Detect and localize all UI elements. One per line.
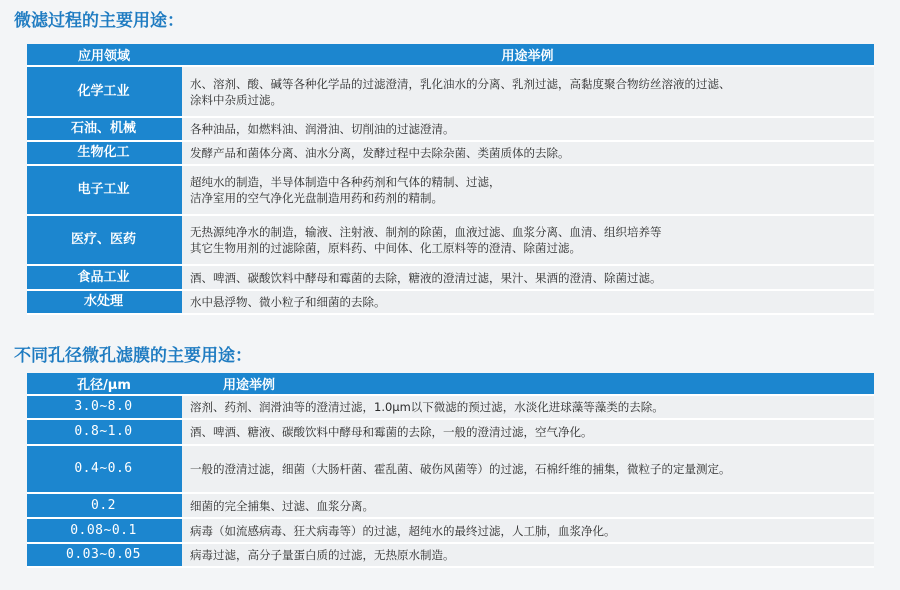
row-examples — [181, 445, 874, 493]
section-title-microfiltration-uses: 微滤过程的主要用途： — [14, 11, 184, 31]
table-row — [27, 395, 874, 419]
column-header-pore-size: 孔径/μm — [27, 373, 181, 395]
column-header-field: 应用领域 — [27, 44, 181, 66]
row-pore-size: 0.2 — [27, 493, 181, 518]
table-row — [27, 66, 874, 117]
row-examples — [181, 543, 874, 567]
row-examples-line: 水中悬浮物、微小粒子和细菌的去除。 — [190, 295, 386, 309]
row-field-label: 医疗、医药 — [27, 215, 181, 265]
row-examples-line: 一般的澄清过滤，细菌（大肠杆菌、霍乱菌、破伤风菌等）的过滤，石棉纤维的捕集，微粒子的定量测定。 — [190, 462, 731, 476]
table-row — [27, 141, 874, 165]
table-row — [27, 117, 874, 141]
row-examples-line: 病毒（如流感病毒、狂犬病毒等）的过滤，超纯水的最终过滤，人工肺，血浆净化。 — [190, 523, 616, 538]
row-examples-line: 水、溶剂、酸、碱等各种化学品的过滤澄清，乳化油水的分离、乳剂过滤，高黏度聚合物纺丝溶液的过滤、 — [190, 76, 731, 91]
row-examples-line: 各种油品，如燃料油、润滑油、切削油的过滤澄清。 — [190, 122, 455, 136]
row-field-label: 食品工业 — [27, 265, 181, 290]
table-row — [27, 265, 874, 290]
row-examples-line: 洁净室用的空气净化光盘制造用药和药剂的精制。 — [190, 191, 443, 205]
row-examples — [181, 395, 874, 419]
row-field-label: 水处理 — [27, 290, 181, 314]
row-examples-line: 其它生物用剂的过滤除菌，原料药、中间体、化工原料等的澄清、除菌过滤。 — [190, 241, 581, 255]
row-examples — [181, 141, 874, 165]
row-examples-line: 无热源纯净水的制造，输液、注射液、制剂的除菌，血液过滤、血浆分离、血清、组织培养等 — [190, 225, 662, 239]
row-examples — [181, 117, 874, 141]
row-pore-size: 3.0~8.0 — [27, 395, 181, 419]
row-examples — [181, 518, 874, 543]
row-examples-line: 涂料中杂质过滤。 — [190, 92, 282, 107]
table-header-row — [27, 373, 874, 395]
row-examples — [181, 290, 874, 314]
row-pore-size: 0.08~0.1 — [27, 518, 181, 543]
table-row — [27, 445, 874, 493]
row-pore-size: 0.8~1.0 — [27, 419, 181, 445]
row-examples-line: 酒、啤酒、糖液、碳酸饮料中酵母和霉菌的去除，一般的澄清过滤，空气净化。 — [190, 425, 593, 439]
row-pore-size: 0.03~0.05 — [27, 543, 181, 567]
row-examples-line: 超纯水的制造，半导体制造中各种药剂和气体的精制、过滤， — [190, 175, 501, 189]
row-examples-line: 发酵产品和菌体分离、油水分离，发酵过程中去除杂菌、类菌质体的去除。 — [190, 146, 570, 160]
row-examples-line: 细菌的完全捕集、过滤、血浆分离。 — [190, 498, 374, 513]
column-header-examples: 用途举例 — [181, 44, 874, 66]
column-header-examples: 用途举例 — [181, 373, 874, 395]
row-field-label: 电子工业 — [27, 165, 181, 215]
table-header-row — [27, 44, 874, 66]
row-examples-line: 酒、啤酒、碳酸饮料中酵母和霉菌的去除，糖液的澄清过滤，果汁、果酒的澄清、除菌过滤。 — [190, 270, 662, 285]
table-row — [27, 493, 874, 518]
row-field-label: 生物化工 — [27, 141, 181, 165]
row-field-label: 石油、机械 — [27, 117, 181, 141]
table-row — [27, 518, 874, 543]
table-row — [27, 290, 874, 314]
pore-size-table — [27, 373, 874, 568]
table-row — [27, 165, 874, 215]
row-examples — [181, 265, 874, 290]
section-title-pore-size-uses: 不同孔径微孔滤膜的主要用途： — [14, 346, 252, 366]
row-examples — [181, 165, 874, 215]
row-examples — [181, 66, 874, 117]
application-field-table — [27, 44, 874, 315]
row-examples-line: 病毒过滤，高分子量蛋白质的过滤，无热原水制造。 — [190, 548, 455, 562]
row-examples — [181, 215, 874, 265]
table-row — [27, 543, 874, 567]
row-examples — [181, 419, 874, 445]
row-examples — [181, 493, 874, 518]
row-pore-size: 0.4~0.6 — [27, 445, 181, 493]
row-field-label: 化学工业 — [27, 66, 181, 117]
table-row — [27, 215, 874, 265]
table-row — [27, 419, 874, 445]
row-examples-line: 溶剂、药剂、润滑油等的澄清过滤，1.0μm以下微滤的预过滤，水淡化进球藻等藻类的去除。 — [190, 400, 664, 414]
